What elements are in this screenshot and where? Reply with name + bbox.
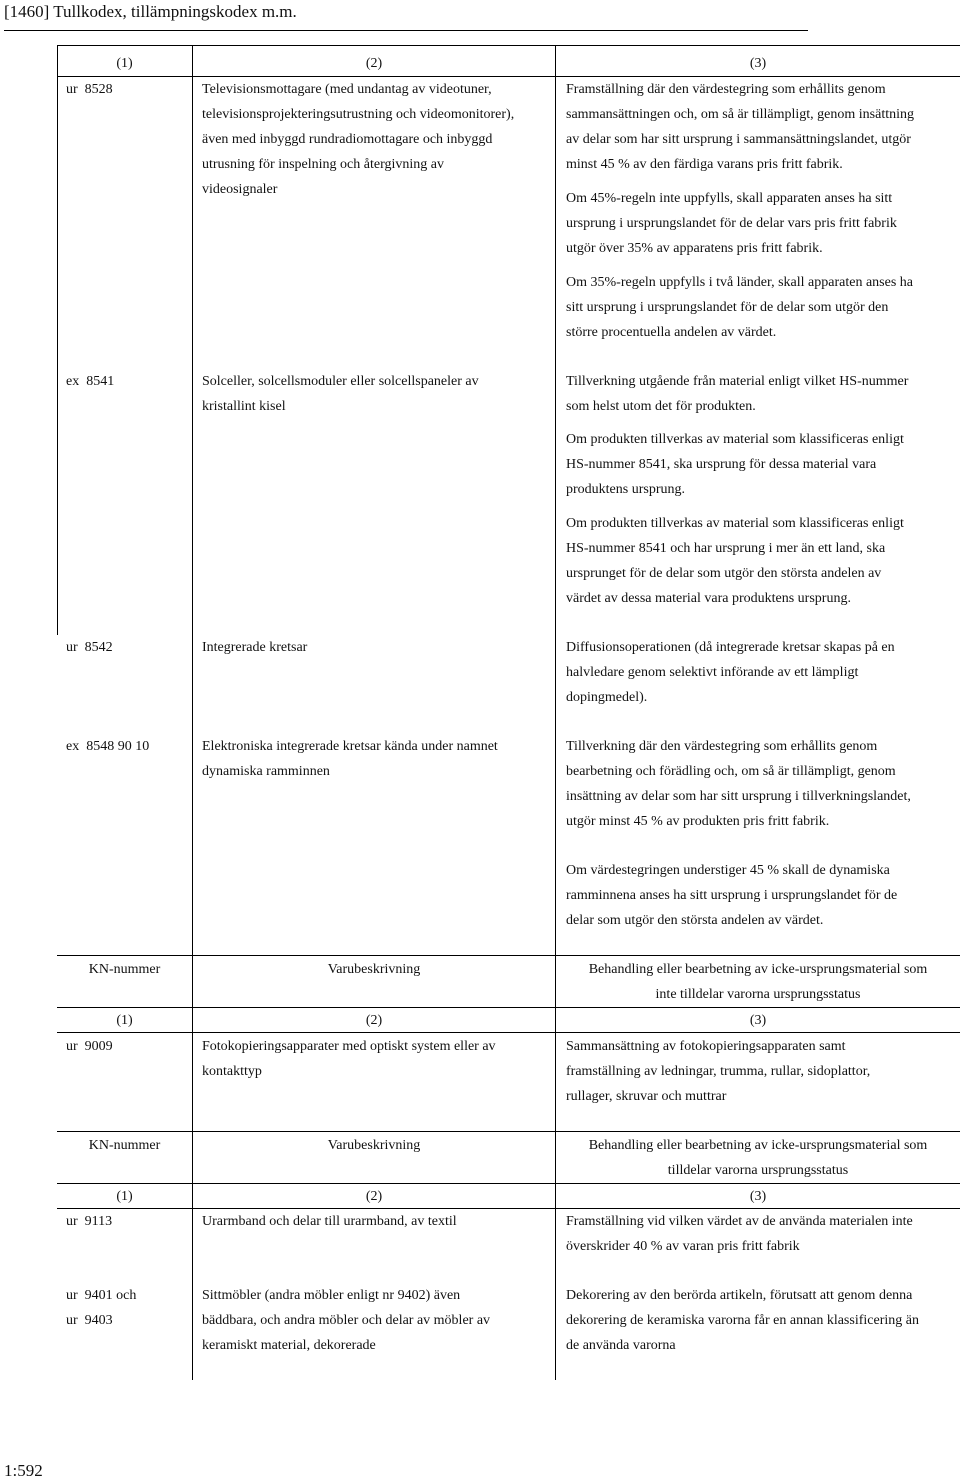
header-varubeskrivning: Varubeskrivning [327, 1138, 421, 1153]
description-line: televisionsprojekteringsutrustning och videomonitorer), [202, 107, 515, 122]
table-row-8528-rule-p1 [566, 77, 914, 177]
description-line: Fotokopieringsapparater med optiskt system eller av [202, 1039, 496, 1054]
table-row-854890-code [66, 734, 149, 759]
header-behandling [556, 1133, 960, 1183]
header-line: tilldelar varorna ursprungsstatus [667, 1163, 849, 1178]
description-line: kontakttyp [202, 1064, 262, 1079]
col-number-1: (1) [116, 56, 133, 71]
rule-line: Om produkten tillverkas av material som klassificeras enligt [566, 516, 904, 531]
rule-line: halvledare genom selektivt införande av ett lämpligt [566, 665, 859, 680]
rule-line: bearbetning och förädling och, om så är tillämpligt, genom [566, 764, 896, 779]
origin-prefix: ur [66, 1039, 78, 1054]
rule-line: värdet av dessa material vara produktens ursprung. [566, 591, 851, 606]
rule-line: ursprunget för de delar som utgör den största andelen av [566, 566, 882, 581]
header-line: inte tilldelar varorna ursprungsstatus [655, 987, 861, 1002]
table-row-8528-description [202, 77, 514, 202]
rule-line: av delar som har sitt ursprung i sammansättningslandet, utgör [566, 132, 911, 147]
header-behandling [556, 957, 960, 1007]
table-row-8541-description [202, 369, 479, 419]
rule-line: Tillverkning där den värdestegring som erhållits genom [566, 739, 878, 754]
rule-line: överskrider 40 % av varan pris fritt fabrik [566, 1239, 800, 1254]
rule-line: dopingmedel). [566, 690, 648, 705]
page-number: 1:592 [4, 1461, 43, 1480]
table-row-854890-rule-p1 [566, 734, 911, 834]
col-number-3: (3) [749, 56, 767, 71]
description-line: Solceller, solcellsmoduler eller solcellspaneler av [202, 374, 479, 389]
rule-line: sammansättningen och, om så är tillämpligt, genom insättning [566, 107, 914, 122]
header-varubeskrivning: Varubeskrivning [327, 962, 421, 977]
col-separator-2 [555, 955, 556, 1131]
table-row-8541-rule-p3 [566, 511, 904, 611]
description-line: keramiskt material, dekorerade [202, 1338, 376, 1353]
description-line: Sittmöbler (andra möbler enligt nr 9402) även [202, 1288, 461, 1303]
description-line: kristallint kisel [202, 399, 286, 414]
kn-code: 8541 [86, 374, 115, 389]
table-row-8542-code [66, 635, 113, 660]
kn-code: 8548 90 10 [86, 739, 150, 754]
table-row-8528-code [66, 77, 113, 102]
table-row-8541-rule-p2 [566, 427, 904, 502]
origin-prefix: ur [66, 1313, 78, 1328]
table-row-8541-code [66, 369, 114, 394]
table-row-8528-rule-p3 [566, 270, 913, 345]
rule-line: Diffusionsoperationen (då integrerade kretsar skapas på en [566, 640, 895, 655]
table-row-9401-description [202, 1283, 490, 1358]
col-number-1: (1) [116, 1013, 133, 1028]
rule-line: Om 35%-regeln uppfylls i två länder, skall apparaten anses ha [566, 275, 913, 290]
rule-line: Framställning vid vilken värdet av de använda materialen inte [566, 1214, 913, 1229]
rule-line: dekorering de keramiska varorna får en annan klassificering än [566, 1313, 919, 1328]
rule-line: utgör minst 45 % av produkten pris fritt fabrik. [566, 814, 830, 829]
table-row-8528-rule-p2 [566, 186, 897, 261]
col-number-3: (3) [749, 1189, 767, 1204]
col-number-2: (2) [365, 1189, 383, 1204]
header-kn-nummer: KN-nummer [88, 962, 161, 977]
col-number-2: (2) [365, 56, 383, 71]
col-separator-1 [192, 955, 193, 1131]
origin-prefix: ur [66, 1214, 78, 1229]
rule-line: ursprung i ursprungslandet för de delar vars pris fritt fabrik [566, 216, 897, 231]
rule-line: rullager, skruvar och muttrar [566, 1089, 727, 1104]
description-line: Integrerade kretsar [202, 640, 308, 655]
table-row-9009-description [202, 1034, 496, 1084]
table-row-9009-rule [566, 1034, 870, 1109]
rule-line: Om produkten tillverkas av material som klassificeras enligt [566, 432, 904, 447]
table-row-854890-rule-p2 [566, 858, 897, 933]
table-row-9401-rule [566, 1283, 919, 1358]
description-line: bäddbara, och andra möbler och delar av möbler av [202, 1313, 491, 1328]
rule-line: Framställning där den värdestegring som erhållits genom [566, 82, 886, 97]
description-line: Urarmband och delar till urarmband, av textil [202, 1214, 457, 1229]
kn-code: 9009 [84, 1039, 113, 1054]
kn-code: 8542 [84, 640, 113, 655]
description-line: Televisionsmottagare (med undantag av videotuner, [202, 82, 492, 97]
table-row-8541-rule-p1 [566, 369, 908, 419]
table-row-8542-description [202, 635, 307, 660]
col-number-1: (1) [116, 1189, 133, 1204]
rule-line: som helst utom det för produkten. [566, 399, 756, 414]
table-row-9113-rule [566, 1209, 913, 1259]
rule-line: utgör över 35% av apparatens pris fritt fabrik. [566, 241, 823, 256]
kn-code: 8528 [84, 82, 113, 97]
header-line: Behandling eller bearbetning av icke-ursprungsmaterial som [588, 962, 928, 977]
table-row-854890-description [202, 734, 498, 784]
rule-line: Om värdestegringen understiger 45 % skall de dynamiska [566, 863, 890, 878]
rule-line: ramminnena anses ha sitt ursprung i ursprungslandet för de [566, 888, 898, 903]
origin-prefix: ur [66, 640, 78, 655]
description-line: videosignaler [202, 182, 278, 197]
description-line: dynamiska ramminnen [202, 764, 330, 779]
origin-prefix: ex [66, 739, 80, 754]
document-header: [1460] Tullkodex, tillämpningskodex m.m. [4, 0, 808, 31]
col-number-2: (2) [365, 1013, 383, 1028]
col-separator-1 [192, 45, 193, 960]
origin-prefix: ur [66, 82, 78, 97]
rule-line: Tillverkning utgående från material enligt vilket HS-nummer [566, 374, 909, 389]
rule-line: HS-nummer 8541 och har ursprung i mer än ett land, ska [566, 541, 886, 556]
rule-line: de använda varorna [566, 1338, 676, 1353]
table-row-9113-description [202, 1209, 457, 1234]
col-separator-2 [555, 1131, 556, 1380]
rule-line: insättning av delar som har sitt ursprung i tillverkningslandet, [566, 789, 911, 804]
rule-line: Om 45%-regeln inte uppfylls, skall apparaten anses ha sitt [566, 191, 893, 206]
col-number-3: (3) [749, 1013, 767, 1028]
description-line: Elektroniska integrerade kretsar kända under namnet [202, 739, 498, 754]
origin-prefix: ur [66, 1288, 78, 1303]
header-line: Behandling eller bearbetning av icke-ursprungsmaterial som [588, 1138, 928, 1153]
table-left-border [57, 45, 58, 635]
description-line: även med inbyggd rundradiomottagare och inbyggd [202, 132, 493, 147]
table-row-9009-code [66, 1034, 113, 1059]
header-kn-nummer: KN-nummer [88, 1138, 161, 1153]
col-separator-1 [192, 1131, 193, 1380]
rule-line: framställning av ledningar, trumma, rullar, sidoplattor, [566, 1064, 871, 1079]
rule-line: Sammansättning av fotokopieringsapparaten samt [566, 1039, 846, 1054]
rule-line: produktens ursprung. [566, 482, 685, 497]
rule-line: minst 45 % av den färdiga varans pris fritt fabrik. [566, 157, 843, 172]
rule-line: HS-nummer 8541, ska ursprung för dessa material vara [566, 457, 877, 472]
rule-line: sitt ursprung i ursprungslandet för de delar som utgör den [566, 300, 889, 315]
kn-code: 9401 och [84, 1288, 137, 1303]
table-row-9113-code [66, 1209, 112, 1234]
rule-line: delar som utgör den största andelen av värdet. [566, 913, 824, 928]
rule-line: större procentuella andelen av värdet. [566, 325, 777, 340]
kn-code: 9113 [84, 1214, 113, 1229]
rule-line: Dekorering av den berörda artikeln, förutsatt att genom denna [566, 1288, 913, 1303]
table-row-8542-rule-p1 [566, 635, 895, 710]
origin-prefix: ex [66, 374, 80, 389]
col-separator-2 [555, 45, 556, 960]
description-line: utrusning för inspelning och återgivning av [202, 157, 444, 172]
table-row-9401-code [66, 1283, 136, 1333]
kn-code: 9403 [84, 1313, 113, 1328]
